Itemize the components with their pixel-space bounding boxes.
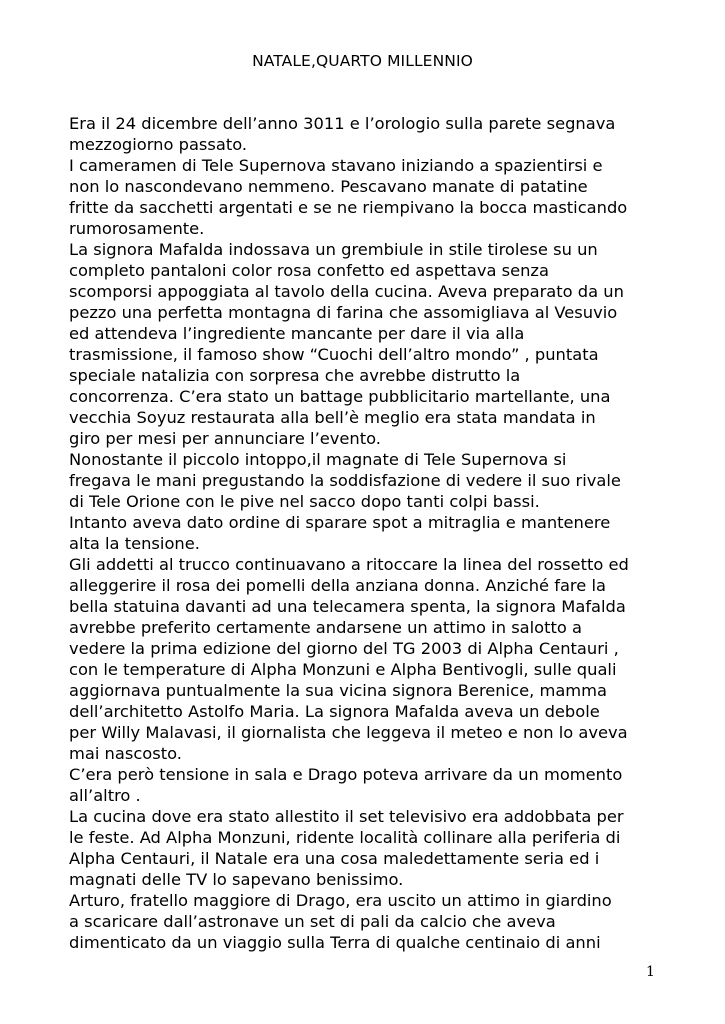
text-line: Era il 24 dicembre dell’anno 3011 e l’orologio sulla parete segnava [69,114,616,133]
text-line: Gli addetti al trucco continuavano a ritoccare la linea del rossetto ed [69,555,629,574]
text-line: con le temperature di Alpha Monzuni e Alpha Bentivogli, sulle quali [69,660,617,679]
text-line: non lo nascondevano nemmeno. Pescavano manate di patatine [69,177,588,196]
text-line: Nonostante il piccolo intoppo,il magnate di Tele Supernova si [69,450,567,469]
text-line: vedere la prima edizione del giorno del TG 2003 di Alpha Centauri , [69,639,619,658]
text-line: rumorosamente. [69,219,205,238]
text-line: completo pantaloni color rosa confetto ed aspettava senza [69,261,549,280]
text-line: per Willy Malavasi, il giornalista che leggeva il meteo e non lo aveva [69,723,628,742]
text-line: di Tele Orione con le pive nel sacco dopo tanti colpi bassi. [69,492,540,511]
text-line: alleggerire il rosa dei pomelli della anziana donna. Anziché fare la [69,576,606,595]
text-line: mezzogiorno passato. [69,135,248,154]
text-line: dell’architetto Astolfo Maria. La signora Mafalda aveva un debole [69,702,600,721]
text-line: speciale natalizia con sorpresa che avrebbe distrutto la [69,366,521,385]
text-line: La signora Mafalda indossava un grembiule in stile tirolese su un [69,240,598,259]
text-line: fritte da sacchetti argentati e se ne riempivano la bocca masticando [69,198,628,217]
text-line: La cucina dove era stato allestito il set televisivo era addobbata per [69,807,624,826]
document-body [69,113,669,953]
text-line: dimenticato da un viaggio sulla Terra di qualche centinaio di anni [69,933,601,952]
text-line: pezzo una perfetta montagna di farina che assomigliava al Vesuvio [69,303,618,322]
text-line: trasmissione, il famoso show “Cuochi dell’altro mondo” , puntata [69,345,599,364]
text-line: vecchia Soyuz restaurata alla bell’è meglio era stata mandata in [69,408,596,427]
text-line: giro per mesi per annunciare l’evento. [69,429,381,448]
page-number: 1 [646,964,655,980]
text-line: I cameramen di Tele Supernova stavano iniziando a spazientirsi e [69,156,603,175]
text-line: a scaricare dall’astronave un set di pali da calcio che aveva [69,912,556,931]
text-line: concorrenza. C’era stato un battage pubblicitario martellante, una [69,387,611,406]
text-line: le feste. Ad Alpha Monzuni, ridente località collinare alla periferia di [69,828,621,847]
text-line: Arturo, fratello maggiore di Drago, era uscito un attimo in giardino [69,891,612,910]
text-line: Alpha Centauri, il Natale era una cosa maledettamente seria ed i [69,849,600,868]
text-line: magnati delle TV lo sapevano benissimo. [69,870,404,889]
text-line: fregava le mani pregustando la soddisfazione di vedere il suo rivale [69,471,621,490]
text-line: bella statuina davanti ad una telecamera spenta, la signora Mafalda [69,597,626,616]
text-line: Intanto aveva dato ordine di sparare spot a mitraglia e mantenere [69,513,611,532]
text-line: aggiornava puntualmente la sua vicina signora Berenice, mamma [69,681,608,700]
text-line: all’altro . [69,786,141,805]
text-line: avrebbe preferito certamente andarsene un attimo in salotto a [69,618,583,637]
document-title: NATALE,QUARTO MILLENNIO [252,52,473,70]
text-line: ed attendeva l’ingrediente mancante per dare il via alla [69,324,525,343]
text-line: alta la tensione. [69,534,200,553]
text-line: scomporsi appoggiata al tavolo della cucina. Aveva preparato da un [69,282,624,301]
text-line: C’era però tensione in sala e Drago poteva arrivare da un momento [69,765,623,784]
text-line: mai nascosto. [69,744,182,763]
